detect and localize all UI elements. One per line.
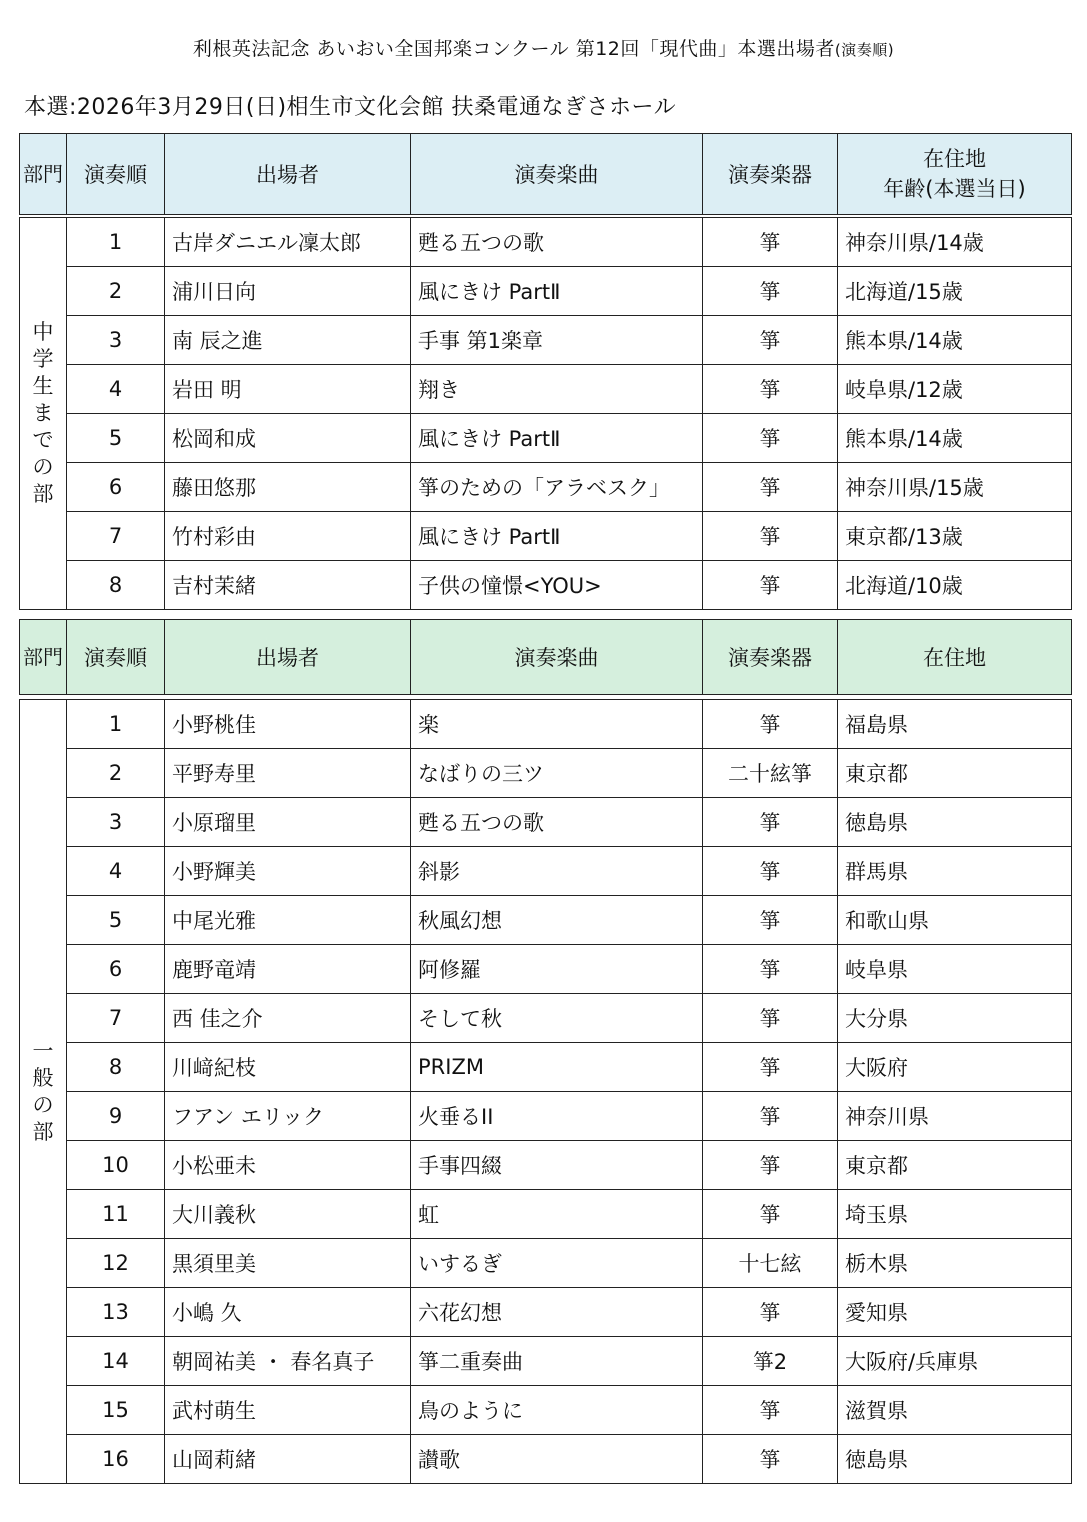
cell-residence: 神奈川県/15歳 — [838, 463, 1072, 512]
cell-piece: 箏のための「アラベスク」 — [411, 463, 703, 512]
cell-residence: 栃木県 — [838, 1239, 1072, 1288]
cell-instrument: 箏2 — [703, 1337, 838, 1386]
cell-piece: 手事四綴 — [411, 1141, 703, 1190]
table-row — [20, 316, 1072, 365]
header-bumon: 部門 — [20, 620, 67, 695]
cell-order: 7 — [67, 512, 165, 561]
cell-performer: 鹿野竜靖 — [165, 945, 411, 994]
cell-piece: 風にきけ PartⅡ — [411, 512, 703, 561]
cell-residence: 岐阜県 — [838, 945, 1072, 994]
cell-order: 3 — [67, 316, 165, 365]
cell-piece: 六花幻想 — [411, 1288, 703, 1337]
cell-instrument: 箏 — [703, 1288, 838, 1337]
table-row — [20, 463, 1072, 512]
cell-instrument: 箏 — [703, 463, 838, 512]
title-main: 利根英法記念 あいおい全国邦楽コンクール 第12回「現代曲」本選出場者 — [192, 38, 835, 60]
cell-residence: 熊本県/14歳 — [838, 414, 1072, 463]
table-row — [20, 1288, 1072, 1337]
label-char: ま — [32, 401, 54, 425]
cell-performer: 小嶋 久 — [165, 1288, 411, 1337]
cell-piece: 子供の憧憬<YOU> — [411, 561, 703, 610]
cell-residence: 東京都 — [838, 1141, 1072, 1190]
table-row — [20, 700, 1072, 749]
cell-instrument: 箏 — [703, 896, 838, 945]
cell-residence: 大阪府/兵庫県 — [838, 1337, 1072, 1386]
cell-instrument: 箏 — [703, 994, 838, 1043]
section1-table — [19, 217, 1072, 610]
cell-residence: 北海道/15歳 — [838, 267, 1072, 316]
cell-order: 5 — [67, 896, 165, 945]
cell-instrument: 箏 — [703, 267, 838, 316]
cell-order: 7 — [67, 994, 165, 1043]
header-bumon: 部門 — [20, 134, 67, 215]
table-row — [20, 1190, 1072, 1239]
cell-order: 2 — [67, 267, 165, 316]
cell-residence: 熊本県/14歳 — [838, 316, 1072, 365]
cell-performer: 川﨑紀枝 — [165, 1043, 411, 1092]
cell-order: 10 — [67, 1141, 165, 1190]
cell-performer: 黒須里美 — [165, 1239, 411, 1288]
cell-piece: 阿修羅 — [411, 945, 703, 994]
table-row — [20, 1386, 1072, 1435]
cell-piece: 手事 第1楽章 — [411, 316, 703, 365]
cell-order: 11 — [67, 1190, 165, 1239]
section2-header-table — [19, 619, 1072, 695]
table-row — [20, 1337, 1072, 1386]
cell-instrument: 箏 — [703, 1386, 838, 1435]
cell-order: 8 — [67, 561, 165, 610]
cell-performer: 小野輝美 — [165, 847, 411, 896]
cell-instrument: 箏 — [703, 700, 838, 749]
cell-piece: 風にきけ PartⅡ — [411, 267, 703, 316]
header-residence: 在住地 — [838, 620, 1072, 695]
cell-instrument: 箏 — [703, 798, 838, 847]
cell-order: 8 — [67, 1043, 165, 1092]
cell-piece: PRIZM — [411, 1043, 703, 1092]
cell-performer: 小原瑠里 — [165, 798, 411, 847]
section2-table — [19, 699, 1072, 1484]
cell-performer: 南 辰之進 — [165, 316, 411, 365]
label-char: 部 — [32, 1119, 54, 1144]
cell-order: 13 — [67, 1288, 165, 1337]
table-row — [20, 218, 1072, 267]
table-row — [20, 1141, 1072, 1190]
cell-instrument: 箏 — [703, 1435, 838, 1484]
cell-instrument: 箏 — [703, 1190, 838, 1239]
cell-performer: 朝岡祐美 ・ 春名真子 — [165, 1337, 411, 1386]
cell-performer: 平野寿里 — [165, 749, 411, 798]
cell-instrument: 箏 — [703, 512, 838, 561]
label-char: 一 — [32, 1038, 54, 1063]
cell-instrument: 箏 — [703, 218, 838, 267]
cell-piece: 楽 — [411, 700, 703, 749]
cell-piece: いするぎ — [411, 1239, 703, 1288]
cell-piece: 火垂るII — [411, 1092, 703, 1141]
cell-order: 12 — [67, 1239, 165, 1288]
cell-performer: 岩田 明 — [165, 365, 411, 414]
cell-performer: 小野桃佳 — [165, 700, 411, 749]
table-row — [20, 945, 1072, 994]
label-char: 学 — [32, 347, 54, 371]
table-row — [20, 896, 1072, 945]
section1-header-table — [19, 133, 1072, 215]
cell-order: 6 — [67, 945, 165, 994]
cell-performer: フアン エリック — [165, 1092, 411, 1141]
cell-instrument: 箏 — [703, 365, 838, 414]
cell-order: 14 — [67, 1337, 165, 1386]
cell-piece: 鳥のように — [411, 1386, 703, 1435]
cell-residence: 埼玉県 — [838, 1190, 1072, 1239]
cell-residence: 福島県 — [838, 700, 1072, 749]
cell-piece: 讃歌 — [411, 1435, 703, 1484]
header-order: 演奏順 — [67, 134, 165, 215]
cell-piece: 甦る五つの歌 — [411, 798, 703, 847]
header-order: 演奏順 — [67, 620, 165, 695]
cell-order: 1 — [67, 700, 165, 749]
cell-residence: 愛知県 — [838, 1288, 1072, 1337]
label-char: 部 — [32, 482, 54, 506]
table-row — [20, 512, 1072, 561]
cell-piece: 翔き — [411, 365, 703, 414]
cell-piece: 斜影 — [411, 847, 703, 896]
section2-header-row — [20, 620, 1072, 695]
cell-performer: 小松亜未 — [165, 1141, 411, 1190]
label-char: で — [32, 428, 54, 452]
cell-instrument: 箏 — [703, 316, 838, 365]
header-instrument: 演奏楽器 — [703, 620, 838, 695]
table-row — [20, 1435, 1072, 1484]
cell-order: 16 — [67, 1435, 165, 1484]
header-residence-age — [838, 134, 1072, 215]
cell-residence: 東京都/13歳 — [838, 512, 1072, 561]
venue-info: 本選:2026年3月29日(日)相生市文化会館 扶桑電通なぎさホール — [24, 95, 677, 120]
title-suffix: (演奏順) — [834, 41, 895, 59]
table-row — [20, 798, 1072, 847]
table-row — [20, 414, 1072, 463]
label-char: 中 — [32, 320, 54, 344]
cell-performer: 松岡和成 — [165, 414, 411, 463]
cell-piece: 甦る五つの歌 — [411, 218, 703, 267]
cell-residence: 神奈川県/14歳 — [838, 218, 1072, 267]
cell-instrument: 箏 — [703, 847, 838, 896]
cell-residence: 大阪府 — [838, 1043, 1072, 1092]
cell-performer: 竹村彩由 — [165, 512, 411, 561]
cell-performer: 浦川日向 — [165, 267, 411, 316]
cell-piece: なばりの三ツ — [411, 749, 703, 798]
cell-piece: そして秋 — [411, 994, 703, 1043]
cell-instrument: 箏 — [703, 561, 838, 610]
header-residence: 在住地 — [923, 147, 986, 171]
cell-performer: 古岸ダニエル凜太郎 — [165, 218, 411, 267]
cell-piece: 箏二重奏曲 — [411, 1337, 703, 1386]
table-row — [20, 749, 1072, 798]
cell-residence: 大分県 — [838, 994, 1072, 1043]
cell-piece: 秋風幻想 — [411, 896, 703, 945]
cell-residence: 岐阜県/12歳 — [838, 365, 1072, 414]
cell-order: 3 — [67, 798, 165, 847]
cell-order: 1 — [67, 218, 165, 267]
cell-residence: 群馬県 — [838, 847, 1072, 896]
table-row — [20, 1043, 1072, 1092]
section1-label — [20, 218, 67, 610]
cell-instrument: 十七絃 — [703, 1239, 838, 1288]
cell-piece: 虹 — [411, 1190, 703, 1239]
cell-order: 6 — [67, 463, 165, 512]
header-age: 年齢(本選当日) — [883, 177, 1026, 201]
label-char: の — [32, 1092, 54, 1117]
cell-performer: 山岡莉緒 — [165, 1435, 411, 1484]
label-char: の — [32, 455, 54, 479]
header-piece: 演奏楽曲 — [411, 134, 703, 215]
cell-residence: 徳島県 — [838, 798, 1072, 847]
table-row — [20, 994, 1072, 1043]
cell-performer: 大川義秋 — [165, 1190, 411, 1239]
cell-performer: 中尾光雅 — [165, 896, 411, 945]
cell-order: 4 — [67, 847, 165, 896]
cell-residence: 和歌山県 — [838, 896, 1072, 945]
cell-instrument: 箏 — [703, 414, 838, 463]
cell-performer: 吉村茉緒 — [165, 561, 411, 610]
cell-performer: 西 佳之介 — [165, 994, 411, 1043]
cell-piece: 風にきけ PartⅡ — [411, 414, 703, 463]
table-row — [20, 267, 1072, 316]
header-piece: 演奏楽曲 — [411, 620, 703, 695]
cell-order: 2 — [67, 749, 165, 798]
header-performer: 出場者 — [165, 134, 411, 215]
cell-order: 4 — [67, 365, 165, 414]
cell-residence: 神奈川県 — [838, 1092, 1072, 1141]
section1-header-row — [20, 134, 1072, 215]
cell-instrument: 二十絃箏 — [703, 749, 838, 798]
cell-residence: 徳島県 — [838, 1435, 1072, 1484]
cell-instrument: 箏 — [703, 945, 838, 994]
cell-instrument: 箏 — [703, 1141, 838, 1190]
cell-performer: 武村萌生 — [165, 1386, 411, 1435]
header-instrument: 演奏楽器 — [703, 134, 838, 215]
table-row — [20, 1239, 1072, 1288]
cell-order: 9 — [67, 1092, 165, 1141]
cell-instrument: 箏 — [703, 1092, 838, 1141]
header-performer: 出場者 — [165, 620, 411, 695]
table-row — [20, 561, 1072, 610]
cell-residence: 滋賀県 — [838, 1386, 1072, 1435]
table-row — [20, 1092, 1072, 1141]
cell-order: 5 — [67, 414, 165, 463]
cell-performer: 藤田悠那 — [165, 463, 411, 512]
page-title — [0, 34, 1087, 61]
table-row — [20, 365, 1072, 414]
cell-instrument: 箏 — [703, 1043, 838, 1092]
label-char: 生 — [32, 374, 54, 398]
table-row — [20, 847, 1072, 896]
cell-residence: 東京都 — [838, 749, 1072, 798]
cell-residence: 北海道/10歳 — [838, 561, 1072, 610]
section2-label — [20, 700, 67, 1484]
cell-order: 15 — [67, 1386, 165, 1435]
label-char: 般 — [32, 1065, 54, 1090]
